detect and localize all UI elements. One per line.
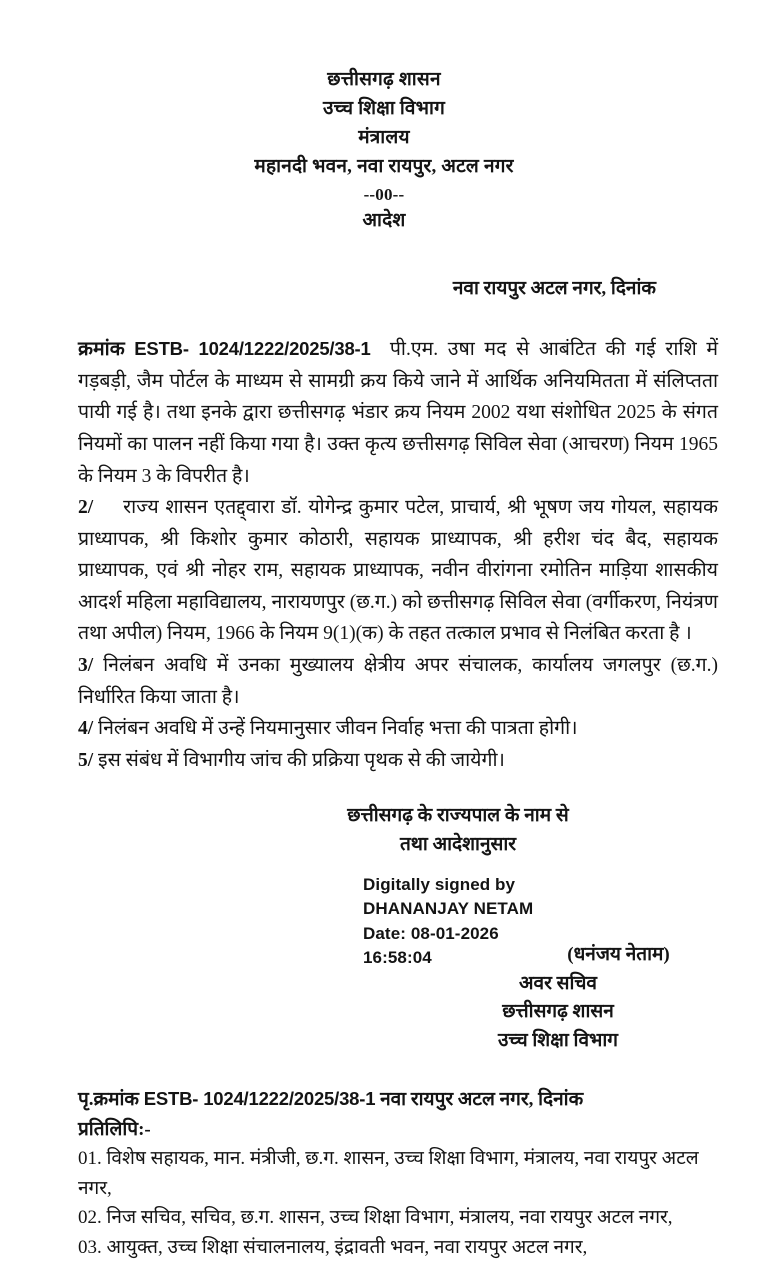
paragraph-1-text: पी.एम. उषा मद से आबंटित की गई राशि में गड़बड़ी, जैम पोर्टल के माध्यम से सामग्री क्रय किये जाने में आर्थिक अनियमितता में संलिप्तता पायी गई है। तथा इनके द्वारा छत्तीसगढ़ भंडार क्रय नियम 2002 यथा संशोधित 2025 के संगत नियमों का पालन नहीं किया गया है। उक्त कृत्य छत्तीसगढ़ सिविल सेवा (आचरण) नियम 1965 के नियम 3 के विपरीत है। bbox=[78, 339, 718, 487]
letterhead-government: छत्तीसगढ़ शासन bbox=[327, 69, 441, 90]
paragraph-3-text: निलंबन अवधि में उनका मुख्यालय क्षेत्रीय अपर संचालक, कार्यालय जगलपुर (छ.ग.) निर्धारित किया जाता है। bbox=[78, 654, 718, 708]
paragraph-3 bbox=[78, 650, 718, 713]
paragraph-5-number: 5/ bbox=[78, 749, 94, 771]
copy-item-text: विशेष सहायक, मान. मंत्रीजी, छ.ग. शासन, उच्च शिक्षा विभाग, मंत्रालय, नवा रायपुर अटल नगर, bbox=[78, 1148, 699, 1199]
dsc-date: Date: 08-01-2026 bbox=[363, 923, 499, 943]
signatory-government: छत्तीसगढ़ शासन bbox=[502, 1001, 614, 1023]
letterhead-separator: --00-- bbox=[363, 184, 405, 204]
copy-item-text: निज सचिव, सचिव, छ.ग. शासन, उच्च शिक्षा विभाग, मंत्रालय, नवा रायपुर अटल नगर, bbox=[106, 1207, 673, 1229]
by-order-salutation bbox=[78, 802, 718, 859]
by-order-line-1: छत्तीसगढ़ के राज्यपाल के नाम से bbox=[347, 805, 569, 827]
letterhead-ministry: मंत्रालय bbox=[358, 126, 410, 148]
dsc-signed-by-label: Digitally signed by bbox=[363, 875, 516, 895]
endorsement-block bbox=[0, 1085, 768, 1262]
list-item bbox=[78, 1144, 718, 1203]
reference-label: क्रमांक bbox=[78, 339, 125, 361]
paragraph-4-number: 4/ bbox=[78, 718, 94, 740]
dsc-signer-name: DHANANJAY NETAM bbox=[363, 899, 534, 919]
letterhead-address: महानदी भवन, नवा रायपुर, अटल नगर bbox=[254, 155, 514, 177]
paragraph-4-text: निलंबन अवधि में उन्हें नियमानुसार जीवन निर्वाह भत्ता की पात्रता होगी। bbox=[98, 718, 578, 740]
digital-signature-stamp bbox=[363, 873, 533, 970]
paragraph-5 bbox=[78, 745, 718, 777]
dsc-time: 16:58:04 bbox=[363, 947, 432, 967]
list-item bbox=[78, 1203, 718, 1233]
signatory-name: (धनंजय नेताम) bbox=[567, 944, 670, 966]
paragraph-2-number: 2/ bbox=[78, 497, 94, 519]
paragraph-2-text: राज्य शासन एतद्द्वारा डॉ. योगेन्द्र कुमार पटेल, प्राचार्य, श्री भूषण जय गोयल, सहायक प्राध्यापक, श्री किशोर कुमार कोठारी, सहायक प्राध्यापक, श्री हरीश चंद बैद, सहायक प्राध्यापक, एवं श्री नोहर राम, सहायक प्राध्यापक, नवीन वीरांगना रमोतिन माड़िया शासकीय आदर्श महिला महाविद्यालय, नारायणपुर (छ.ग.) को छत्तीसगढ़ सिविल सेवा (वर्गीकरण, नियंत्रण तथा अपील) नियम, 1966 के नियम 9(1)(क) के तहत तत्काल प्रभाव से निलंबित करता है । bbox=[78, 497, 718, 645]
endorsement-number: ESTB- 1024/1222/2025/38-1 bbox=[143, 1088, 376, 1110]
signatory-details bbox=[78, 970, 718, 1056]
endorsement-label: पृ.क्रमांक bbox=[78, 1089, 140, 1111]
by-order-line-2: तथा आदेशानुसार bbox=[399, 833, 517, 855]
paragraph-4 bbox=[78, 713, 718, 745]
signatory-designation: अवर सचिव bbox=[519, 972, 597, 994]
letterhead-department: उच्च शिक्षा विभाग bbox=[323, 97, 445, 119]
endorsement-reference-line bbox=[78, 1085, 718, 1114]
paragraph-2 bbox=[78, 492, 718, 650]
reference-number: ESTB- 1024/1222/2025/38-1 bbox=[134, 338, 371, 360]
copy-item-serial: 01. bbox=[78, 1148, 102, 1170]
letterhead bbox=[0, 0, 768, 236]
paragraph-5-text: इस संबंध में विभागीय जांच की प्रक्रिया पृथक से की जायेगी। bbox=[98, 749, 505, 771]
list-item bbox=[78, 1233, 718, 1263]
digital-signature-row bbox=[78, 873, 718, 970]
endorsement-place-date: नवा रायपुर अटल नगर, दिनांक bbox=[380, 1089, 584, 1111]
place-date-line: नवा रायपुर अटल नगर, दिनांक bbox=[452, 278, 656, 300]
letterhead-order-word: आदेश bbox=[362, 210, 406, 232]
copy-item-text: आयुक्त, उच्च शिक्षा संचालनालय, इंद्रावती भवन, नवा रायपुर अटल नगर, bbox=[106, 1237, 588, 1259]
copy-item-serial: 03. bbox=[78, 1237, 102, 1259]
paragraph-3-number: 3/ bbox=[78, 654, 94, 676]
order-body bbox=[0, 334, 768, 776]
copy-to-label: प्रतिलिपि:- bbox=[78, 1118, 151, 1140]
copy-item-serial: 02. bbox=[78, 1207, 102, 1229]
signature-block bbox=[0, 802, 768, 1055]
paragraph-1 bbox=[78, 334, 718, 492]
signatory-department: उच्च शिक्षा विभाग bbox=[498, 1029, 618, 1051]
copy-to-list bbox=[78, 1144, 718, 1263]
